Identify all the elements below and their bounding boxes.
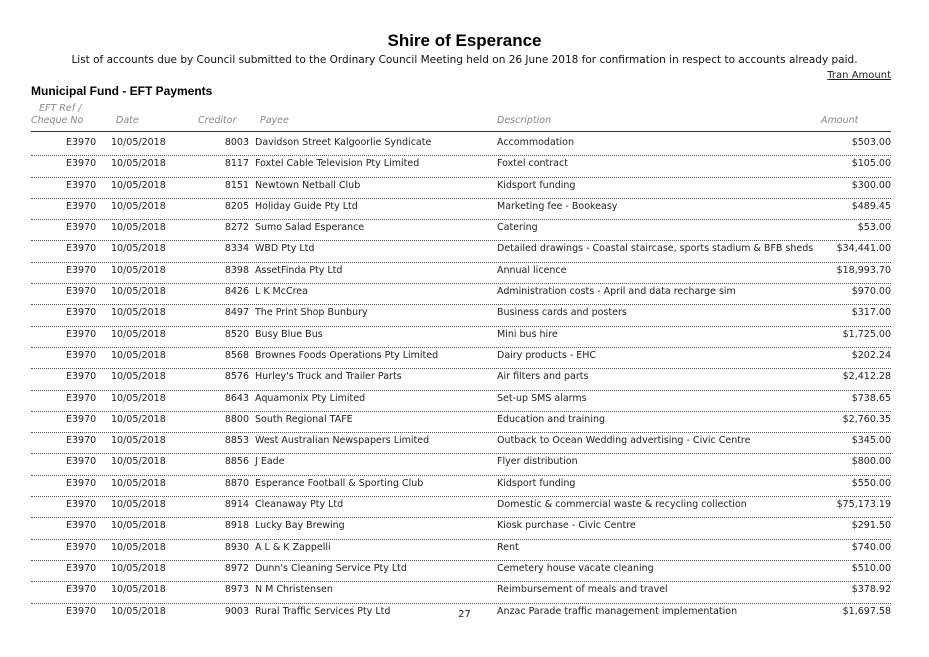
- payee-cell: Lucky Bay Brewing: [255, 520, 345, 532]
- creditor-cell: 8272: [224, 222, 249, 234]
- date-cell: 10/05/2018: [111, 456, 166, 468]
- table-row: [31, 561, 891, 582]
- description-cell: Air filters and parts: [497, 371, 589, 383]
- description-cell: Reimbursement of meals and travel: [497, 584, 668, 596]
- table-row: [31, 348, 891, 369]
- eft-ref-cell: E3970: [66, 605, 97, 617]
- col-header-ref-line2: Cheque No: [31, 115, 84, 126]
- description-cell: Domestic & commercial waste & recycling collection: [497, 499, 747, 511]
- date-cell: 10/05/2018: [111, 243, 166, 255]
- description-cell: Anzac Parade traffic management implementation: [497, 605, 738, 617]
- amount-cell: $970.00: [851, 286, 891, 298]
- date-cell: 10/05/2018: [111, 286, 166, 298]
- table-header: [31, 101, 891, 132]
- creditor-cell: 8003: [224, 137, 249, 148]
- table-row: [31, 369, 891, 390]
- description-cell: Set-up SMS alarms: [497, 392, 587, 404]
- creditor-cell: 8918: [224, 520, 249, 532]
- payee-cell: Davidson Street Kalgoorlie Syndicate: [255, 137, 432, 148]
- date-cell: 10/05/2018: [111, 392, 166, 404]
- eft-ref-cell: E3970: [66, 222, 97, 234]
- payee-cell: West Australian Newspapers Limited: [255, 435, 430, 447]
- table-row: [31, 284, 891, 305]
- description-cell: Kiosk purchase - Civic Centre: [497, 520, 636, 532]
- date-cell: 10/05/2018: [111, 499, 166, 511]
- eft-ref-cell: E3970: [66, 158, 97, 170]
- description-cell: Kidsport funding: [497, 477, 576, 489]
- description-cell: Annual licence: [497, 264, 567, 276]
- eft-ref-cell: E3970: [66, 520, 97, 532]
- creditor-cell: 9003: [224, 605, 249, 617]
- eft-ref-cell: E3970: [66, 307, 97, 319]
- creditor-cell: 8520: [224, 328, 249, 340]
- date-cell: 10/05/2018: [111, 413, 166, 425]
- col-header-description: Description: [497, 115, 552, 126]
- payee-cell: Esperance Football & Sporting Club: [255, 477, 424, 489]
- description-cell: Administration costs - April and data recharge sim: [497, 286, 736, 298]
- payee-cell: Brownes Foods Operations Pty Limited: [255, 349, 439, 361]
- date-cell: 10/05/2018: [111, 435, 166, 447]
- eft-ref-cell: E3970: [66, 477, 97, 489]
- table-row: [31, 412, 891, 433]
- table-row: [31, 433, 891, 454]
- amount-cell: $18,993.70: [836, 264, 891, 276]
- description-cell: Accommodation: [497, 137, 574, 148]
- date-cell: 10/05/2018: [111, 307, 166, 319]
- creditor-cell: 8853: [224, 435, 249, 447]
- date-cell: 10/05/2018: [111, 477, 166, 489]
- table-row: [31, 220, 891, 241]
- payee-cell: WBD Pty Ltd: [255, 243, 315, 255]
- amount-cell: $503.00: [851, 137, 891, 148]
- table-row: [31, 582, 891, 603]
- description-cell: Flyer distribution: [497, 456, 578, 468]
- description-cell: Kidsport funding: [497, 179, 576, 191]
- date-cell: 10/05/2018: [111, 328, 166, 340]
- eft-ref-cell: E3970: [66, 499, 97, 511]
- creditor-cell: 8151: [224, 179, 249, 191]
- eft-ref-cell: E3970: [66, 392, 97, 404]
- table-row: [31, 199, 891, 220]
- eft-ref-cell: E3970: [66, 200, 97, 212]
- payee-cell: South Regional TAFE: [255, 413, 353, 425]
- description-cell: Foxtel contract: [497, 158, 568, 170]
- amount-cell: $550.00: [851, 477, 891, 489]
- payee-cell: Aquamonix Pty Limited: [255, 392, 366, 404]
- amount-cell: $34,441.00: [836, 243, 891, 255]
- creditor-cell: 8398: [224, 264, 249, 276]
- table-row: [31, 327, 891, 348]
- table-row: [31, 263, 891, 284]
- description-cell: Detailed drawings - Coastal staircase, sports stadium & BFB sheds: [497, 243, 814, 255]
- table-row: [31, 476, 891, 497]
- creditor-cell: 8973: [224, 584, 249, 596]
- eft-ref-cell: E3970: [66, 264, 97, 276]
- amount-cell: $510.00: [851, 562, 891, 574]
- amount-cell: $300.00: [851, 179, 891, 191]
- amount-cell: $740.00: [851, 541, 891, 553]
- creditor-cell: 8576: [224, 371, 249, 383]
- eft-ref-cell: E3970: [66, 541, 97, 553]
- creditor-cell: 8972: [224, 562, 249, 574]
- amount-cell: $800.00: [851, 456, 891, 468]
- eft-ref-cell: E3970: [66, 137, 97, 148]
- tran-amount-label: Tran Amount: [827, 70, 891, 81]
- creditor-cell: 8870: [224, 477, 249, 489]
- amount-cell: $1,697.58: [842, 605, 891, 617]
- amount-cell: $345.00: [851, 435, 891, 447]
- date-cell: 10/05/2018: [111, 264, 166, 276]
- description-cell: Business cards and posters: [497, 307, 627, 319]
- creditor-cell: 8914: [224, 499, 249, 511]
- table-row: [31, 241, 891, 262]
- description-cell: Education and training: [497, 413, 606, 425]
- creditor-cell: 8205: [224, 200, 249, 212]
- table-row: [31, 178, 891, 199]
- page-subtitle: List of accounts due by Council submitted to the Ordinary Council Meeting held on 26 June 2018 for confirmation in respect to accounts already paid.: [71, 54, 858, 66]
- date-cell: 10/05/2018: [111, 349, 166, 361]
- description-cell: Dairy products - EHC: [497, 349, 597, 361]
- eft-ref-cell: E3970: [66, 562, 97, 574]
- eft-ref-cell: E3970: [66, 435, 97, 447]
- creditor-cell: 8800: [224, 413, 249, 425]
- amount-cell: $202.24: [851, 349, 891, 361]
- payee-cell: Foxtel Cable Television Pty Limited: [255, 158, 420, 170]
- eft-ref-cell: E3970: [66, 286, 97, 298]
- payee-cell: Holiday Guide Pty Ltd: [255, 200, 358, 212]
- payee-cell: Dunn's Cleaning Service Pty Ltd: [255, 562, 407, 574]
- amount-cell: $291.50: [851, 520, 891, 532]
- eft-ref-cell: E3970: [66, 456, 97, 468]
- amount-cell: $378.92: [851, 584, 891, 596]
- creditor-cell: 8856: [224, 456, 249, 468]
- payee-cell: Cleanaway Pty Ltd: [255, 499, 344, 511]
- eft-ref-cell: E3970: [66, 413, 97, 425]
- table-row: [31, 540, 891, 561]
- payee-cell: Busy Blue Bus: [255, 328, 323, 340]
- amount-cell: $317.00: [851, 307, 891, 319]
- eft-ref-cell: E3970: [66, 584, 97, 596]
- amount-cell: $489.45: [851, 200, 891, 212]
- col-header-creditor: Creditor: [198, 115, 237, 126]
- eft-ref-cell: E3970: [66, 328, 97, 340]
- date-cell: 10/05/2018: [111, 371, 166, 383]
- amount-cell: $105.00: [851, 158, 891, 170]
- col-header-amount: Amount: [821, 115, 859, 126]
- payee-cell: N M Christensen: [255, 584, 333, 596]
- date-cell: 10/05/2018: [111, 520, 166, 532]
- eft-ref-cell: E3970: [66, 371, 97, 383]
- date-cell: 10/05/2018: [111, 137, 166, 148]
- payee-cell: Rural Traffic Services Pty Ltd: [255, 605, 391, 617]
- creditor-cell: 8426: [224, 286, 249, 298]
- table-row: [31, 497, 891, 518]
- col-header-ref-line1: EFT Ref /: [39, 103, 82, 114]
- table-row: [31, 156, 891, 177]
- date-cell: 10/05/2018: [111, 200, 166, 212]
- description-cell: Catering: [497, 222, 538, 234]
- payee-cell: Hurley's Truck and Trailer Parts: [255, 371, 402, 383]
- payee-cell: A L & K Zappelli: [255, 541, 331, 553]
- date-cell: 10/05/2018: [111, 222, 166, 234]
- payee-cell: L K McCrea: [255, 286, 308, 298]
- description-cell: Marketing fee - Bookeasy: [497, 200, 618, 212]
- description-cell: Rent: [497, 541, 519, 553]
- table-row: [31, 518, 891, 539]
- table-row: [31, 305, 891, 326]
- table-row: [31, 454, 891, 475]
- creditor-cell: 8117: [224, 158, 249, 170]
- amount-cell: $2,760.35: [842, 413, 891, 425]
- creditor-cell: 8568: [224, 349, 249, 361]
- date-cell: 10/05/2018: [111, 562, 166, 574]
- date-cell: 10/05/2018: [111, 541, 166, 553]
- amount-cell: $2,412.28: [842, 371, 891, 383]
- eft-ref-cell: E3970: [66, 349, 97, 361]
- payee-cell: The Print Shop Bunbury: [255, 307, 368, 319]
- amount-cell: $75,173.19: [836, 499, 891, 511]
- section-title: Municipal Fund - EFT Payments: [31, 84, 213, 98]
- description-cell: Cemetery house vacate cleaning: [497, 562, 654, 574]
- eft-ref-cell: E3970: [66, 179, 97, 191]
- payments-table-body: [31, 135, 891, 624]
- creditor-cell: 8643: [224, 392, 249, 404]
- description-cell: Outback to Ocean Wedding advertising - Civic Centre: [497, 435, 751, 447]
- col-header-date: Date: [116, 115, 139, 126]
- date-cell: 10/05/2018: [111, 158, 166, 170]
- payee-cell: Newtown Netball Club: [255, 179, 361, 191]
- amount-cell: $53.00: [857, 222, 891, 234]
- amount-cell: $1,725.00: [842, 328, 891, 340]
- payee-cell: J Eade: [255, 456, 285, 468]
- creditor-cell: 8930: [224, 541, 249, 553]
- page-title: Shire of Esperance: [387, 31, 542, 50]
- page-number: 27: [458, 609, 471, 620]
- date-cell: 10/05/2018: [111, 584, 166, 596]
- eft-ref-cell: E3970: [66, 243, 97, 255]
- payee-cell: AssetFinda Pty Ltd: [255, 264, 343, 276]
- col-header-payee: Payee: [260, 115, 289, 126]
- date-cell: 10/05/2018: [111, 179, 166, 191]
- amount-cell: $738.65: [851, 392, 891, 404]
- creditor-cell: 8497: [224, 307, 249, 319]
- table-row: [31, 391, 891, 412]
- date-cell: 10/05/2018: [111, 605, 166, 617]
- payee-cell: Sumo Salad Esperance: [255, 222, 365, 234]
- creditor-cell: 8334: [224, 243, 249, 255]
- description-cell: Mini bus hire: [497, 328, 558, 340]
- table-row: [31, 135, 891, 156]
